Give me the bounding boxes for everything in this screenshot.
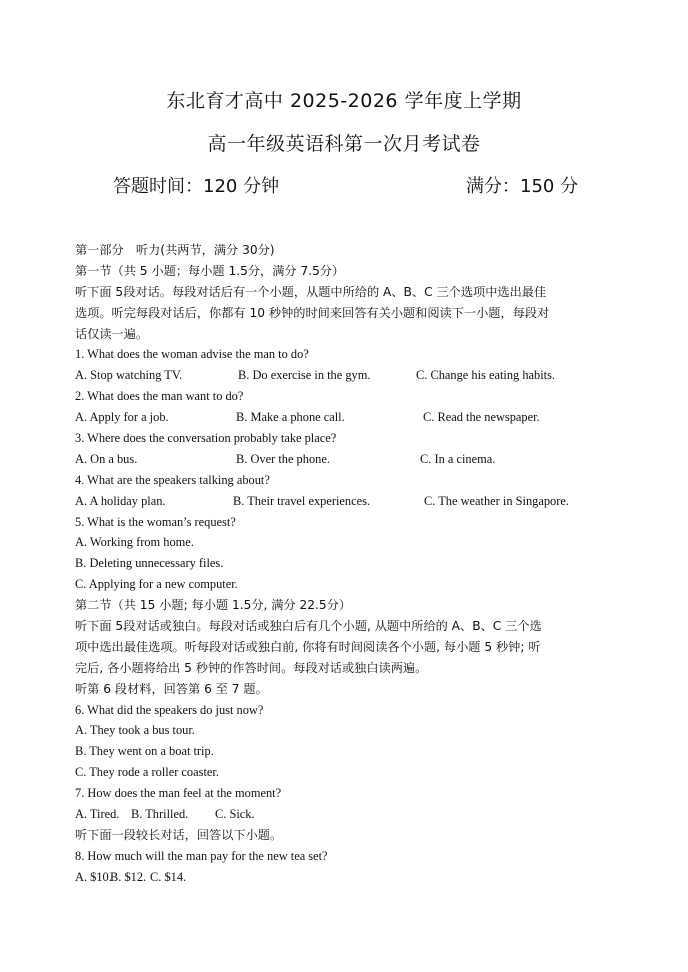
section-two-heading: 第二节（共 15 小题; 每小题 1.5分, 满分 22.5分） — [75, 598, 352, 613]
option-c: C. The weather in Singapore. — [424, 493, 569, 508]
option-b: B. Make a phone call. — [236, 410, 345, 425]
option-a: A. Stop watching TV. — [75, 368, 183, 383]
long-dialogue-note: 听下面一段较长对话，回答以下小题。 — [75, 827, 283, 842]
question-options — [75, 867, 615, 888]
option-a: A. A holiday plan. — [75, 493, 166, 508]
option-c: C. Sick. — [215, 807, 255, 822]
option-c: C. Applying for a new computer. — [75, 577, 238, 592]
option-c: C. In a cinema. — [420, 451, 496, 466]
option-c: C. Read the newspaper. — [423, 410, 540, 425]
section-one-instruction-line: 选项。听完每段对话后，你都有 10 秒钟的时间来回答有关小题和阅读下一小题，每段对 — [75, 305, 550, 320]
option-b: B. Their travel experiences. — [233, 493, 371, 508]
section-two-instruction-line: 听下面 5段对话或独白。每段对话或独白后有几个小题, 从题中所给的 A、B、C 三个选 — [75, 619, 542, 634]
exam-body — [75, 240, 615, 888]
question-stem: 1. What does the woman advise the man to do? — [75, 347, 309, 362]
section-one-heading: 第一节（共 5 小题；每小题 1.5分，满分 7.5分） — [75, 263, 345, 278]
option-c: C. They rode a roller coaster. — [75, 765, 219, 780]
option-b: B. They went on a boat trip. — [75, 744, 214, 759]
question-stem: 4. What are the speakers talking about? — [75, 472, 270, 487]
option-b: B. Deleting unnecessary files. — [75, 556, 224, 571]
full-score: 满分：150 分 — [466, 176, 579, 197]
question-options — [75, 407, 615, 428]
option-a: A. On a bus. — [75, 451, 138, 466]
material-note: 听第 6 段材料，回答第 6 至 7 题。 — [75, 681, 268, 696]
option-b: B. Thrilled. — [131, 807, 189, 822]
option-a: A. $10. — [75, 869, 112, 884]
question-stem: 6. What did the speakers do just now? — [75, 702, 264, 717]
question-options — [75, 365, 615, 386]
option-b: B. Over the phone. — [236, 451, 330, 466]
option-b: B. $12. — [110, 869, 147, 884]
question-stem: 7. How does the man feel at the moment? — [75, 786, 282, 801]
option-a: A. Apply for a job. — [75, 410, 169, 425]
option-a: A. They took a bus tour. — [75, 723, 195, 738]
question-options — [75, 491, 615, 512]
section-one-instruction-line: 话仅读一遍。 — [75, 326, 149, 341]
question-options — [75, 804, 615, 825]
question-stem: 5. What is the woman’s request? — [75, 514, 236, 529]
section-two-instruction-line: 项中选出最佳选项。听每段对话或独白前, 你将有时间阅读各个小题, 每小题 5 秒钟; 听 — [75, 639, 541, 654]
section-one-instruction-line: 听下面 5段对话。每段对话后有一个小题，从题中所给的 A、B、C 三个选项中选出最佳 — [75, 284, 547, 299]
option-c: C. Change his eating habits. — [416, 368, 556, 383]
part-one-heading: 第一部分 听力(共两节，满分 30分) — [75, 243, 275, 257]
exam-title-line-1: 东北育才高中 2025-2026 学年度上学期 — [166, 90, 522, 112]
option-a: A. Working from home. — [75, 535, 194, 550]
answer-time: 答题时间：120 分钟 — [113, 176, 280, 197]
exam-title-line-2: 高一年级英语科第一次月考试卷 — [207, 133, 481, 155]
option-a: A. Tired. — [75, 807, 120, 822]
option-b: B. Do exercise in the gym. — [238, 368, 371, 383]
question-options — [75, 449, 615, 470]
question-stem: 8. How much will the man pay for the new tea set? — [75, 848, 328, 863]
section-two-instruction-line: 完后, 各小题将给出 5 秒钟的作答时间。每段对话或独白读两遍。 — [75, 660, 428, 675]
question-stem: 2. What does the man want to do? — [75, 389, 244, 404]
question-stem: 3. Where does the conversation probably take place? — [75, 431, 337, 446]
option-c: C. $14. — [150, 869, 187, 884]
